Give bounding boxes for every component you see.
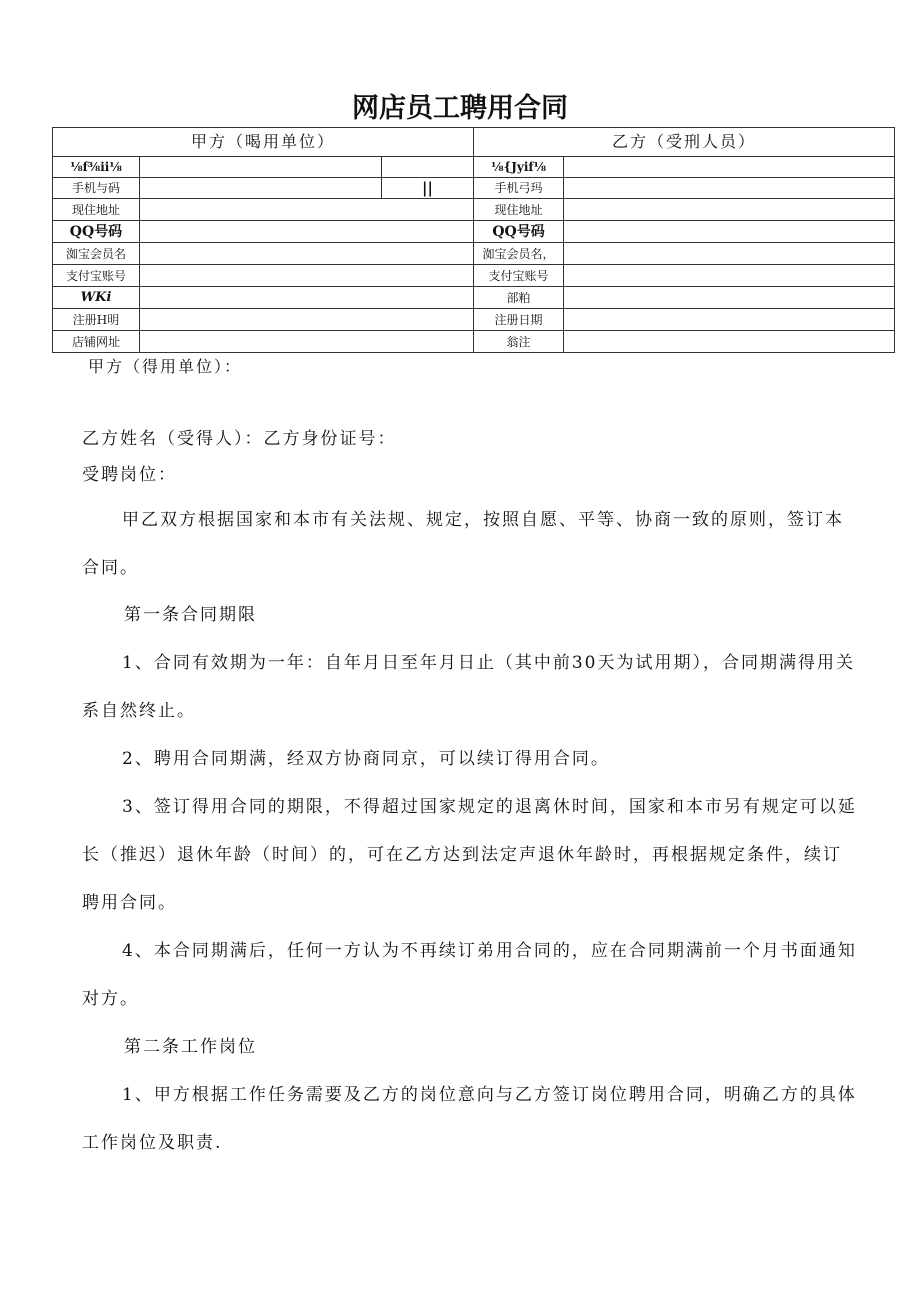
article-1-clause-3: 3、签订得用合同的期限，不得超过国家规定的退离休时间，国家和本市另有规定可以延 (122, 797, 857, 817)
table-row (53, 157, 895, 178)
article-1-clause-4: 4、本合同期满后，任何一方认为不再续订弟用合同的，应在合同期满前一个月书面通知 (122, 941, 857, 961)
party-a-value[interactable] (140, 265, 474, 287)
party-b-value[interactable] (564, 178, 895, 199)
party-a-value[interactable] (140, 287, 474, 309)
party-info-table (52, 127, 895, 353)
party-b-label (474, 221, 564, 243)
party-b-value[interactable] (564, 221, 895, 243)
table-row (53, 265, 895, 287)
party-b-label: 注册日期 (474, 309, 564, 331)
party-b-value[interactable] (564, 287, 895, 309)
position-line: 受聘岗位： (82, 465, 177, 485)
party-b-label: 部粕 (474, 287, 564, 309)
party-a-extra[interactable] (382, 157, 474, 178)
party-b-label: ⅛{Jyif⅛ (474, 157, 564, 178)
party-a-label: 支付宝账号 (53, 265, 140, 287)
party-a-label: 店铺网址 (53, 331, 140, 353)
table-row (53, 221, 895, 243)
intro-paragraph-cont: 合同。 (82, 558, 139, 578)
party-b-label: 现住地址 (474, 199, 564, 221)
article-1-clause-2: 2、聘用合同期满，经双方协商同京，可以续订得用合同。 (122, 749, 610, 769)
party-a-signature: 甲方（得用单位）： (88, 357, 243, 376)
party-b-label: 手机弓玛 (474, 178, 564, 199)
party-a-label: 注册H明 (53, 309, 140, 331)
party-b-value[interactable] (564, 157, 895, 178)
article-1-clause-3-cont2: 聘用合同。 (82, 893, 177, 913)
party-a-label (53, 221, 140, 243)
article-1-clause-1: 1、合同有效期为一年：自年月日至年月日止（其中前30天为试用期），合同期满得用关 (122, 653, 855, 673)
table-row (53, 178, 895, 199)
article-1-clause-4-cont: 对方。 (82, 989, 139, 1009)
qq-label-text: QQ号码 (69, 223, 123, 240)
party-b-signature: 乙方姓名（受得人）：乙方身份证号： (82, 429, 397, 449)
party-a-value[interactable] (140, 178, 382, 199)
table-row (53, 309, 895, 331)
party-b-label: 洳宝会员名， (474, 243, 564, 265)
party-a-label: ⅛f⅜ii⅛ (53, 157, 140, 178)
party-b-value[interactable] (564, 265, 895, 287)
table-row (53, 287, 895, 309)
party-a-value[interactable] (140, 331, 474, 353)
party-a-label: 洳宝会员名 (53, 243, 140, 265)
party-a-extra[interactable]: || (382, 178, 474, 199)
table-row (53, 199, 895, 221)
party-a-header: 甲方（喝用单位） (53, 128, 474, 157)
table-row (53, 331, 895, 353)
party-b-value[interactable] (564, 309, 895, 331)
party-a-value[interactable] (140, 157, 382, 178)
article-2-clause-1-cont: 工作岗位及职责. (82, 1133, 223, 1153)
party-b-value[interactable] (564, 199, 895, 221)
party-b-value[interactable] (564, 243, 895, 265)
article-2-clause-1: 1、甲方根据工作任务需要及乙方的岗位意向与乙方签订岗位聘用合同，明确乙方的具体 (122, 1085, 857, 1105)
article-1-heading: 第一条合同期限 (124, 605, 257, 625)
qq-label-text: QQ号码 (492, 223, 545, 240)
party-b-header: 乙方（受刑人员） (474, 128, 895, 157)
party-a-value[interactable] (140, 243, 474, 265)
table-row (53, 243, 895, 265)
party-b-value[interactable] (564, 331, 895, 353)
intro-paragraph: 甲乙双方根据国家和本市有关法规、规定，按照自愿、平等、协商一致的原则，签订本 (122, 510, 844, 530)
party-a-value[interactable] (140, 221, 474, 243)
party-b-label: 支付宝账号 (474, 265, 564, 287)
table-header-row (53, 128, 895, 157)
party-a-label: WKi (53, 287, 140, 309)
article-1-clause-1-cont: 系自然终止。 (82, 701, 196, 721)
document-title: 网店员工聘用合同 (352, 93, 568, 124)
article-2-heading: 第二条工作岗位 (124, 1037, 257, 1057)
party-a-value[interactable] (140, 309, 474, 331)
article-1-clause-3-cont: 长（推迟）退休年龄（时间）的，可在乙方达到法定声退休年龄时，再根据规定条件，续订 (82, 845, 842, 865)
party-b-label: 翁注 (474, 331, 564, 353)
party-a-label: 现住地址 (53, 199, 140, 221)
party-a-value[interactable] (140, 199, 474, 221)
party-a-label: 手机与码 (53, 178, 140, 199)
